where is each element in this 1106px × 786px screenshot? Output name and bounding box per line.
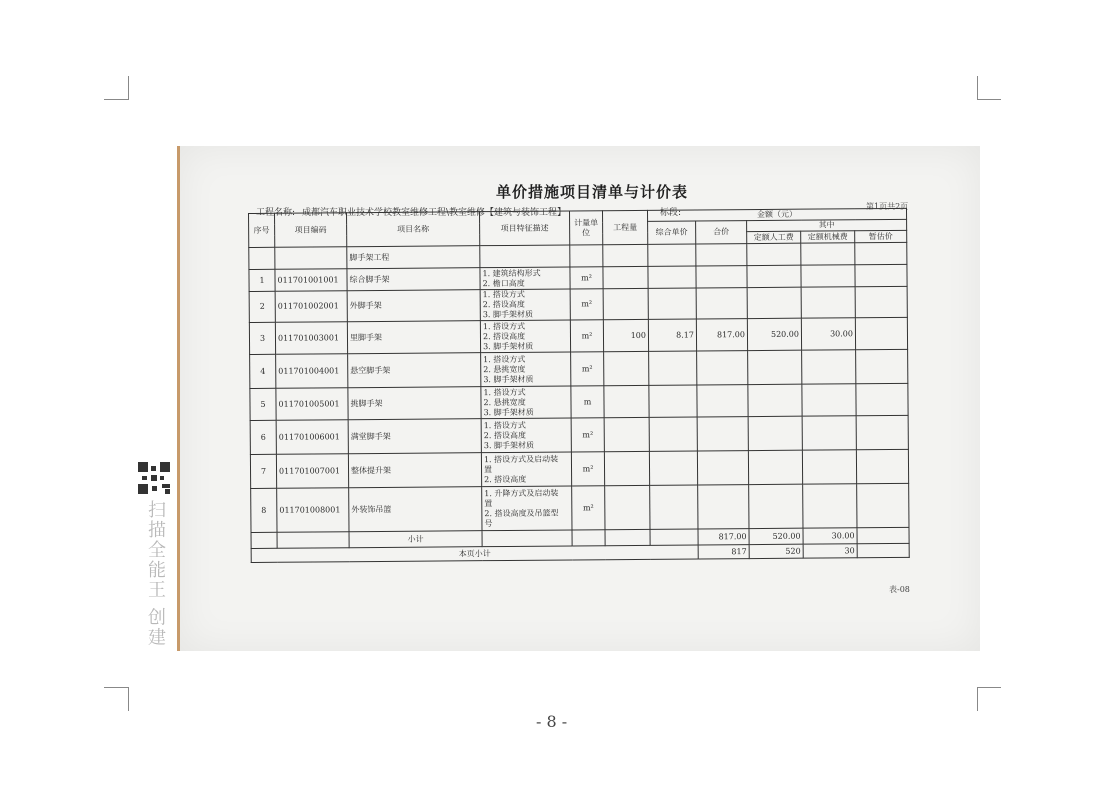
table-number: 表-08 (889, 585, 910, 594)
row-unit: m² (571, 418, 604, 452)
feature-line: 1. 搭设方式 (483, 420, 526, 430)
feature-line: 置 (483, 464, 493, 474)
feature-line: 置 (484, 498, 493, 508)
row-machine (801, 287, 855, 318)
feature-line: 3. 脚手架材质 (482, 309, 534, 320)
row-name: 里脚手架 (347, 321, 480, 354)
crop-mark-tl-v (128, 76, 129, 100)
row-quantity (604, 385, 649, 417)
header-labor: 定额人工费 (747, 231, 801, 243)
row-total (698, 485, 749, 529)
header-machine: 定额机械费 (801, 231, 855, 243)
row-total: 817.00 (696, 319, 747, 351)
row-seq: 5 (250, 388, 276, 420)
table-row (250, 383, 908, 420)
row-machine (802, 384, 856, 416)
row-name: 整体提升架 (348, 453, 481, 488)
row-unit-price (649, 417, 697, 451)
subtotal-labor: 520.00 (749, 528, 803, 544)
row-features (481, 452, 571, 487)
project-name: 成都汽车职业技术学校教室维修工程\教室维修【建筑与装饰工程】 (302, 208, 567, 218)
feature-line: 1. 搭设方式 (483, 387, 526, 397)
row-machine (801, 265, 855, 287)
row-machine (802, 416, 856, 450)
feature-line: 号 (484, 518, 493, 528)
row-provisional (855, 264, 907, 286)
row-code: 011701003001 (275, 322, 347, 355)
row-labor (747, 265, 801, 287)
row-name: 悬空脚手架 (348, 353, 481, 388)
row-provisional (856, 349, 908, 383)
qr-code-icon (138, 462, 170, 494)
row-code: 011701005001 (276, 388, 348, 421)
subtotal-machine: 30.00 (803, 528, 857, 544)
table-row (249, 317, 907, 354)
subtotal-label: 小计 (349, 531, 482, 548)
row-features (481, 352, 571, 387)
row-unit-price (650, 485, 698, 529)
table-row (249, 286, 907, 322)
header-unit: 计量单位 (569, 211, 602, 245)
header-unit-price: 综合单价 (648, 221, 696, 244)
row-quantity (604, 417, 649, 451)
feature-line: 2. 檐口高度 (482, 278, 525, 288)
header-seq: 序号 (249, 213, 275, 247)
row-provisional (856, 415, 908, 449)
table-row (250, 449, 908, 488)
row-code: 011701002001 (275, 291, 347, 323)
page-number: - 8 - (536, 712, 568, 731)
row-code: 011701004001 (276, 354, 348, 389)
row-provisional (855, 286, 907, 317)
row-name: 满堂脚手架 (348, 419, 481, 454)
page-subtotal-total: 817 (698, 545, 749, 559)
row-total (697, 451, 748, 485)
row-total (696, 266, 747, 288)
row-labor (749, 484, 803, 528)
feature-line: 3. 脚手架材质 (483, 374, 534, 384)
row-machine (802, 450, 856, 484)
row-labor (748, 350, 802, 384)
row-code: 011701001001 (275, 269, 347, 292)
feature-line: 2. 搭设高度 (482, 331, 526, 341)
feature-line: 3. 脚手架材质 (483, 440, 535, 450)
table-row (251, 483, 909, 532)
row-quantity (603, 288, 648, 319)
row-seq: 6 (250, 420, 276, 454)
subtotal-total: 817.00 (698, 529, 749, 545)
row-unit-price (649, 351, 697, 385)
crop-mark-tl-h (104, 99, 128, 100)
feature-line: 1. 升降方式及启动装 (484, 488, 559, 498)
crop-mark-bl-v (128, 687, 129, 711)
feature-line: 1. 搭设方式 (482, 289, 525, 300)
header-code: 项目编码 (275, 213, 347, 248)
feature-line: 2. 搭设高度 (484, 474, 527, 484)
row-machine (803, 484, 857, 528)
row-labor (748, 450, 802, 484)
feature-line: 1. 搭设方式 (483, 354, 526, 364)
row-seq: 7 (250, 454, 276, 488)
row-name: 外装饰吊篮 (349, 487, 482, 532)
row-features (481, 418, 571, 453)
page-subtotal-labor: 520 (749, 544, 803, 558)
row-seq: 8 (251, 488, 277, 532)
crop-mark-br-h (977, 687, 1001, 688)
page-title: 单价措施项目清单与计价表 (496, 183, 689, 201)
feature-line: 2. 搭设高度及吊篮型 (484, 508, 559, 518)
feature-line: 3. 脚手架材质 (483, 407, 534, 417)
row-unit-price (649, 451, 697, 485)
header-provisional: 暂估价 (855, 230, 907, 242)
table-row (250, 349, 908, 388)
row-quantity (603, 266, 648, 288)
row-labor (747, 287, 801, 318)
feature-line: 2. 搭设高度 (483, 430, 526, 440)
feature-line: 1. 建筑结构形式 (482, 268, 541, 278)
crop-mark-tr-v (977, 76, 978, 100)
row-seq: 2 (249, 291, 275, 322)
row-unit: m² (571, 452, 604, 486)
row-seq: 4 (250, 354, 276, 388)
section-label: 标段: (660, 208, 682, 218)
row-unit-price (648, 266, 696, 288)
row-code: 011701008001 (277, 488, 349, 533)
row-quantity (604, 451, 649, 485)
header-total: 合价 (696, 221, 747, 244)
row-features (480, 320, 570, 353)
row-code: 011701006001 (276, 420, 348, 455)
row-features (480, 267, 570, 290)
feature-line: 2. 搭设高度 (482, 299, 525, 310)
row-unit-price (648, 288, 696, 319)
row-unit: m² (572, 486, 605, 530)
header-amount: 金额（元） (647, 208, 906, 221)
row-name: 挑脚手架 (348, 387, 481, 420)
page-subtotal-label: 本页小计 (251, 545, 698, 563)
feature-line: 2. 悬挑宽度 (483, 364, 526, 374)
row-unit-price: 8.17 (648, 319, 696, 351)
row-features (481, 386, 571, 419)
header-features: 项目特征描述 (479, 211, 569, 246)
project-label: 工程名称: (256, 208, 296, 218)
row-total (696, 288, 747, 319)
page-info: 第1页共2页 (866, 202, 909, 211)
row-features (482, 486, 572, 531)
header-name: 项目名称 (347, 212, 480, 247)
row-name: 外脚手架 (347, 290, 480, 322)
row-labor: 520.00 (747, 318, 801, 350)
row-unit-price (649, 385, 697, 417)
row-provisional (857, 483, 909, 527)
scanner-watermark: 扫描全能王 创建 (145, 500, 166, 648)
row-provisional (856, 383, 908, 415)
row-unit: m² (571, 352, 604, 386)
row-seq: 3 (249, 322, 275, 354)
header-of-which: 其中 (747, 219, 907, 231)
feature-line: 1. 搭设方式 (482, 321, 526, 331)
row-unit: m² (570, 320, 603, 352)
row-labor (748, 384, 802, 416)
row-code: 011701007001 (276, 454, 348, 489)
crop-mark-br-v (977, 687, 978, 711)
row-total (697, 385, 748, 417)
page-subtotal-machine: 30 (803, 544, 857, 558)
crop-mark-tr-h (977, 99, 1001, 100)
feature-line: 1. 搭设方式及启动装 (483, 454, 559, 464)
feature-line: 3. 脚手架材质 (483, 341, 534, 351)
header-quantity: 工程量 (602, 210, 647, 244)
row-quantity: 100 (603, 319, 648, 351)
measures-table (248, 208, 910, 563)
row-name: 综合脚手架 (347, 268, 480, 291)
row-total (697, 351, 748, 385)
row-labor (748, 416, 802, 450)
row-features (480, 289, 570, 321)
row-quantity (604, 351, 649, 385)
row-machine (802, 350, 856, 384)
group-row-label: 脚手架工程 (347, 246, 480, 269)
table-row (250, 415, 908, 454)
row-total (697, 417, 748, 451)
feature-line: 2. 悬挑宽度 (483, 397, 526, 407)
row-quantity (605, 485, 650, 529)
row-seq: 1 (249, 269, 275, 291)
row-unit: m² (570, 289, 603, 320)
row-provisional (856, 449, 908, 483)
crop-mark-bl-h (104, 687, 128, 688)
row-unit: m² (570, 267, 603, 289)
row-machine: 30.00 (801, 318, 855, 350)
row-provisional (855, 317, 907, 349)
row-unit: m (571, 386, 604, 418)
